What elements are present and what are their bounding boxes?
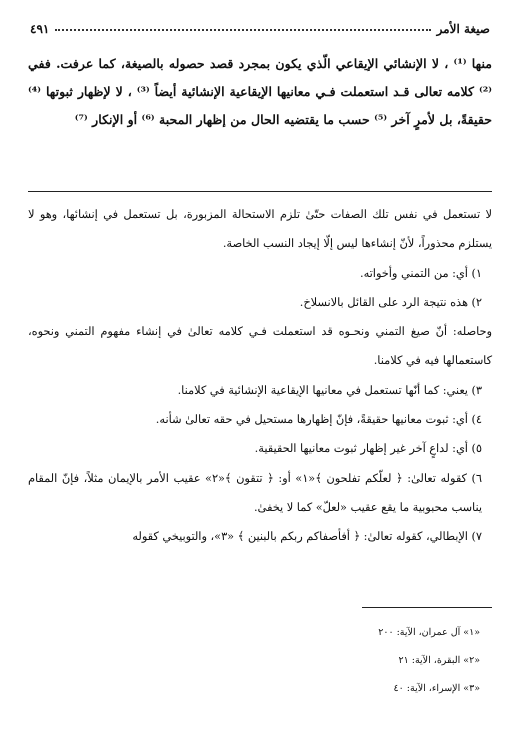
note-item: ٤) أي: ثبوت معانيها حقيقةً، فإنّ إظهارها مستحيل في حقه تعالىٰ شأنه.	[155, 413, 482, 427]
note-paragraph: لا تستعمل في نفس تلك الصفات حتّىٰ تلزم الاستحالة المزبورة، بل تستعمل في إنشائها، وهو لا يستلزم محذوراً، لأنّ إنشاءها ليس إلّا إيجاد النسب الخاصة.	[28, 208, 492, 251]
main-text: منها ⁽¹⁾ ، لا الإنشائي الإيقاعي الّذي يكون بمجرد قصد حصوله بالصيغة، كما عرفت. ففي ⁽²⁾ كلامه تعالى قـد استعملت فـي معانيها الإيقاعية الإنشائية أيضاً ⁽³⁾ ، لا لإظهار ثبوتها ⁽⁴⁾ حقيقةً، بل لأمرٍ آخر ⁽⁵⁾ حسب ما يقتضيه الحال من إظهار المحبة ⁽⁶⁾ أو الإنكار ⁽⁷⁾	[28, 56, 492, 127]
note-item: ٧) الإبطالي، كقوله تعالىٰ: ﴿ أفأصفاكم ربكم بالبنين ﴾ «٣»، والتوبيخي كقوله	[132, 530, 482, 544]
header-dot-leader	[55, 29, 430, 31]
note-paragraph: وحاصله: أنّ صيغ التمني ونحـوه قد استعملت فـي كلامه تعالىٰ في إنشاء مفهوم التمني ونحوه، كاستعمالها فيه في كلامنا.	[28, 325, 492, 368]
footnotes	[28, 619, 492, 703]
footnote-item: «٢» البقرة، الآية: ٢١	[398, 655, 480, 666]
footnote-item: «٣» الإسراء، الآية: ٤٠	[393, 683, 480, 694]
footnote-rule	[362, 607, 492, 608]
header-title: صيغة الأمر	[436, 22, 490, 36]
note-item: ٦) كقوله تعالىٰ: ﴿ لعلّكم تفلحون ﴾«١» أو: ﴿ تتقون ﴾«٢» عقيب الأمر بالإيمان مثلاً، فإنّ المقام يناسب محبوبية ما يقع عقيب «لعلّ» كما لا يخفىٰ.	[28, 471, 482, 514]
footnote-item: «١» آل عمران، الآية: ٢٠٠	[378, 627, 480, 638]
note-item: ١) أي: من التمني وأخواته.	[360, 266, 482, 280]
page-number: ٤٩١	[30, 22, 50, 36]
running-header	[30, 14, 490, 36]
commentary-notes	[28, 200, 492, 552]
note-item: ٥) أي: لداعٍ آخر غير إظهار ثبوت معانيها الحقيقية.	[254, 442, 482, 456]
commentary-divider	[28, 191, 492, 192]
note-item: ٢) هذه نتيجة الرد على القائل بالانسلاخ.	[299, 295, 482, 309]
note-item: ٣) يعني: كما أنّها تستعمل في معانيها الإيقاعية الإنشائية في كلامنا.	[177, 383, 482, 397]
